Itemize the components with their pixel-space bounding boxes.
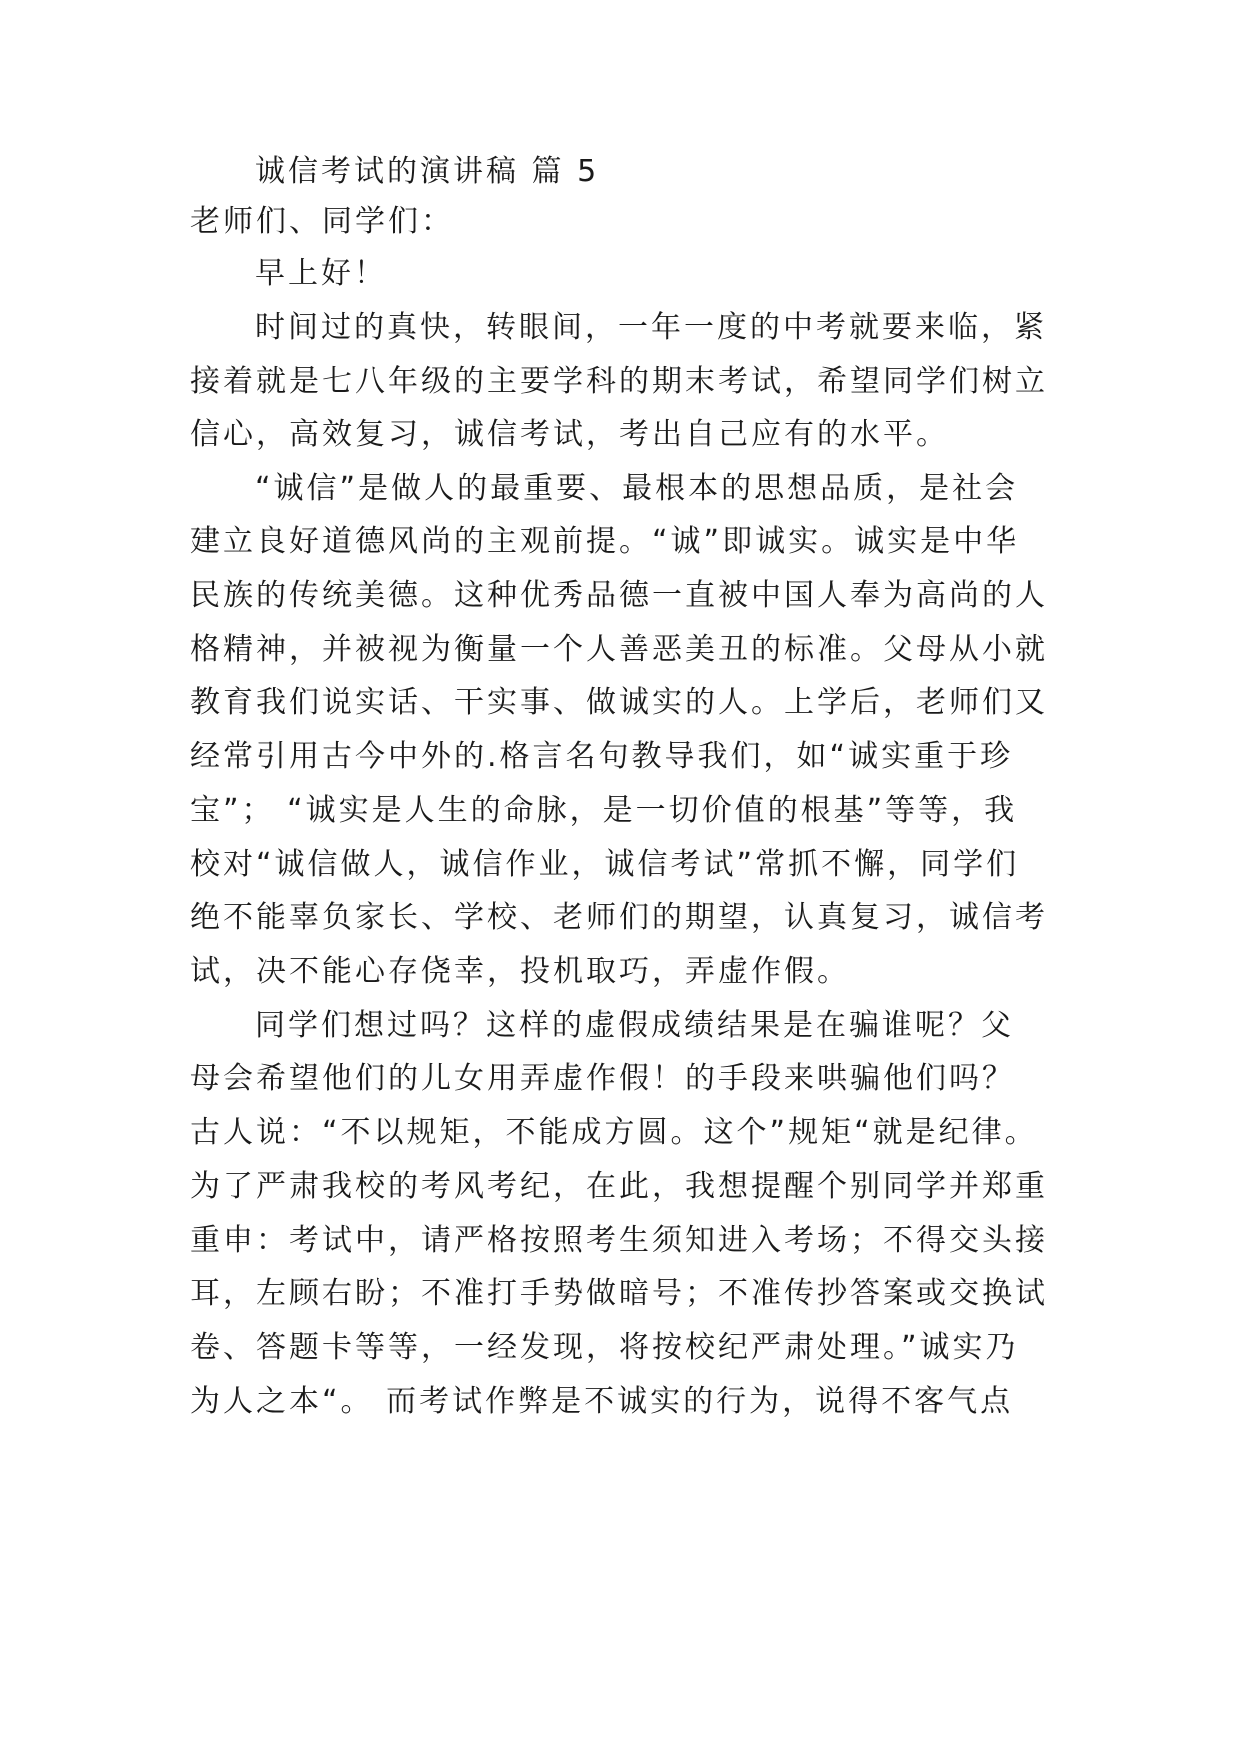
- greeting: 早上好！: [255, 256, 387, 291]
- text-line: 绝不能辜负家长、学校、老师们的期望，认真复习，诚信考: [190, 900, 1048, 935]
- text-line: 建立良好道德风尚的主观前提。“诚”即诚实。诚实是中华: [190, 524, 1020, 559]
- text-line: 校对“诚信做人，诚信作业，诚信考试”常抓不懈，同学们: [190, 847, 1020, 882]
- text-line: 卷、答题卡等等，一经发现，将按校纪严肃处理。”诚实乃: [190, 1330, 1019, 1365]
- text-line: 民族的传统美德。这种优秀品德一直被中国人奉为高尚的人: [190, 578, 1048, 613]
- text-line: 试，决不能心存侥幸，投机取巧，弄虚作假。: [190, 954, 850, 989]
- text-line: 经常引用古今中外的.格言名句教导我们，如“诚实重于珍: [190, 739, 1014, 774]
- text-line: “诚信”是做人的最重要、最根本的思想品质，是社会: [255, 471, 1019, 506]
- text-line: 重申：考试中，请严格按照考生须知进入考场；不得交头接: [190, 1223, 1048, 1258]
- text-line: 为人之本“。 而考试作弊是不诚实的行为，说得不客气点: [190, 1384, 1014, 1419]
- text-line: 信心，高效复习，诚信考试，考出自己应有的水平。: [190, 417, 949, 452]
- text-line: 古人说：“不以规矩，不能成方圆。这个”规矩“就是纪律。: [190, 1115, 1038, 1150]
- salutation: 老师们、同学们：: [190, 204, 454, 239]
- text-line: 接着就是七八年级的主要学科的期末考试，希望同学们树立: [190, 364, 1048, 399]
- text-line: 格精神，并被视为衡量一个人善恶美丑的标准。父母从小就: [190, 632, 1048, 667]
- text-line: 母会希望他们的儿女用弄虚作假！的手段来哄骗他们吗？: [190, 1061, 1015, 1096]
- text-line: 时间过的真快，转眼间，一年一度的中考就要来临，紧: [255, 310, 1047, 345]
- text-line: 同学们想过吗？这样的虚假成绩结果是在骗谁呢？父: [255, 1008, 1014, 1043]
- text-line: 为了严肃我校的考风考纪，在此，我想提醒个别同学并郑重: [190, 1169, 1048, 1204]
- text-line: 耳，左顾右盼；不准打手势做暗号；不准传抄答案或交换试: [190, 1276, 1048, 1311]
- text-line: 宝”； “诚实是人生的命脉，是一切价值的根基”等等，我: [190, 793, 1018, 828]
- text-line: 教育我们说实话、干实事、做诚实的人。上学后，老师们又: [190, 685, 1048, 720]
- document-title: 诚信考试的演讲稿 篇 5: [255, 154, 600, 189]
